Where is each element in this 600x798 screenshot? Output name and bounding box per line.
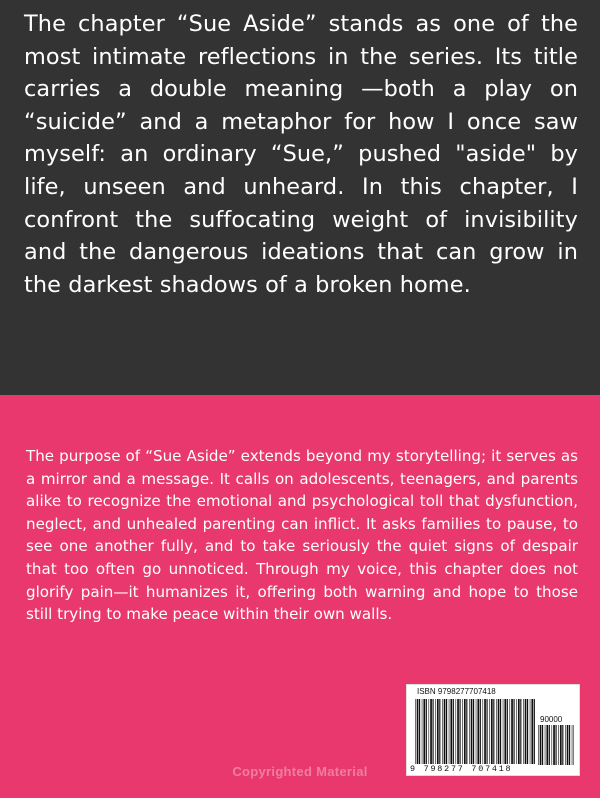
supplement-barcode-bars [538, 725, 574, 765]
barcode-bar [534, 699, 535, 765]
barcode-bar [415, 699, 416, 765]
barcode-bar [538, 725, 539, 765]
barcode-bar [439, 699, 440, 765]
barcode-bar [446, 699, 447, 765]
barcode-bar [569, 725, 570, 765]
barcode-bar [558, 725, 559, 765]
barcode-bar [546, 725, 548, 765]
barcode-digits: 9 798277 707418 [410, 764, 535, 774]
barcode-bar [457, 699, 459, 765]
barcode-bar [523, 699, 524, 765]
isbn-label: ISBN 9798277707418 [417, 687, 496, 696]
barcode-bar [491, 699, 493, 765]
barcode-bar [471, 699, 473, 765]
copyright-watermark: Copyrighted Material [232, 764, 368, 779]
barcode-bar [417, 699, 419, 765]
barcode-bar [565, 725, 566, 765]
barcode-bar [489, 699, 490, 765]
barcode-bar [423, 699, 425, 765]
barcode-bar [460, 699, 461, 765]
barcode-bar [477, 699, 479, 765]
barcode-bar [496, 699, 497, 765]
barcode-bar [542, 725, 543, 765]
barcode-bar [435, 699, 436, 765]
barcode-bar [462, 699, 463, 765]
barcode-bar [433, 699, 434, 765]
barcode-bar [572, 725, 573, 765]
barcode-bar [493, 699, 494, 765]
barcode-bar [514, 699, 515, 765]
barcode-bar [504, 699, 506, 765]
barcode-bar [545, 725, 546, 765]
barcode-bar [525, 699, 527, 765]
barcode-bar [466, 699, 467, 765]
barcode-bar [552, 725, 553, 765]
barcode-bar [556, 725, 557, 765]
barcode-bar [449, 699, 450, 765]
barcode-bar [483, 699, 484, 765]
barcode-box [406, 684, 580, 776]
barcode-bar [453, 699, 454, 765]
barcode-bar [527, 699, 528, 765]
barcode-bar [530, 699, 531, 765]
barcode-bar [518, 699, 520, 765]
barcode-bar [573, 725, 574, 765]
barcode-bar [422, 699, 423, 765]
barcode-bar [484, 699, 486, 765]
barcode-bar [444, 699, 446, 765]
barcode-bar [456, 699, 457, 765]
barcode-bar [540, 725, 542, 765]
barcode-bar [510, 699, 511, 765]
barcode-bar [426, 699, 427, 765]
barcode-bar [473, 699, 474, 765]
barcode-bar [520, 699, 521, 765]
barcode-bar [516, 699, 517, 765]
barcode-bar [507, 699, 508, 765]
price-code: 90000 [540, 715, 563, 724]
barcode-bar [442, 699, 443, 765]
barcode-bar [531, 699, 533, 765]
barcode-bars [415, 699, 535, 765]
barcode-bar [487, 699, 488, 765]
barcode-bar [419, 699, 420, 765]
barcode-bar [430, 699, 432, 765]
barcode-bar [503, 699, 504, 765]
barcode-bar [476, 699, 477, 765]
barcode-bar [562, 725, 563, 765]
barcode-bar [480, 699, 481, 765]
barcode-bar [567, 725, 569, 765]
barcode-bar [469, 699, 470, 765]
bottom-paragraph: The purpose of “Sue Aside” extends beyond my storytelling; it serves as a mirror and a message. It calls on adolescents, teenagers, and parents alike to recognize the emotional and psychological toll that dysfunction, neglect, and unhealed parenting can inflict. It asks families to pause, to see one another fully, and to take seriously the quiet signs of despair that too often go unnoticed. Through my voice, this chapter does not glorify pain—it humanizes it, offering both warning and hope to those still trying to make peace within their own walls. [26, 447, 578, 624]
barcode-bar [498, 699, 500, 765]
barcode-bar [429, 699, 430, 765]
barcode-bar [450, 699, 452, 765]
barcode-bar [549, 725, 550, 765]
barcode-bar [437, 699, 439, 765]
barcode-bar [464, 699, 466, 765]
barcode-bar [500, 699, 501, 765]
top-panel [0, 0, 600, 395]
barcode-bar [511, 699, 513, 765]
barcode-bar [553, 725, 555, 765]
barcode-bar [560, 725, 562, 765]
top-paragraph: The chapter “Sue Aside” stands as one of the most intimate reflections in the series. Its title carries a double meaning —both a play on “suicide” and a metaphor for how I once saw myself: an ordinary “Sue,” pushed "aside" by life, unseen and unheard. In this chapter, I confront the suffocating weight of invisibility and the dangerous ideations that can grow in the darkest shadows of a broken home. [24, 11, 578, 298]
